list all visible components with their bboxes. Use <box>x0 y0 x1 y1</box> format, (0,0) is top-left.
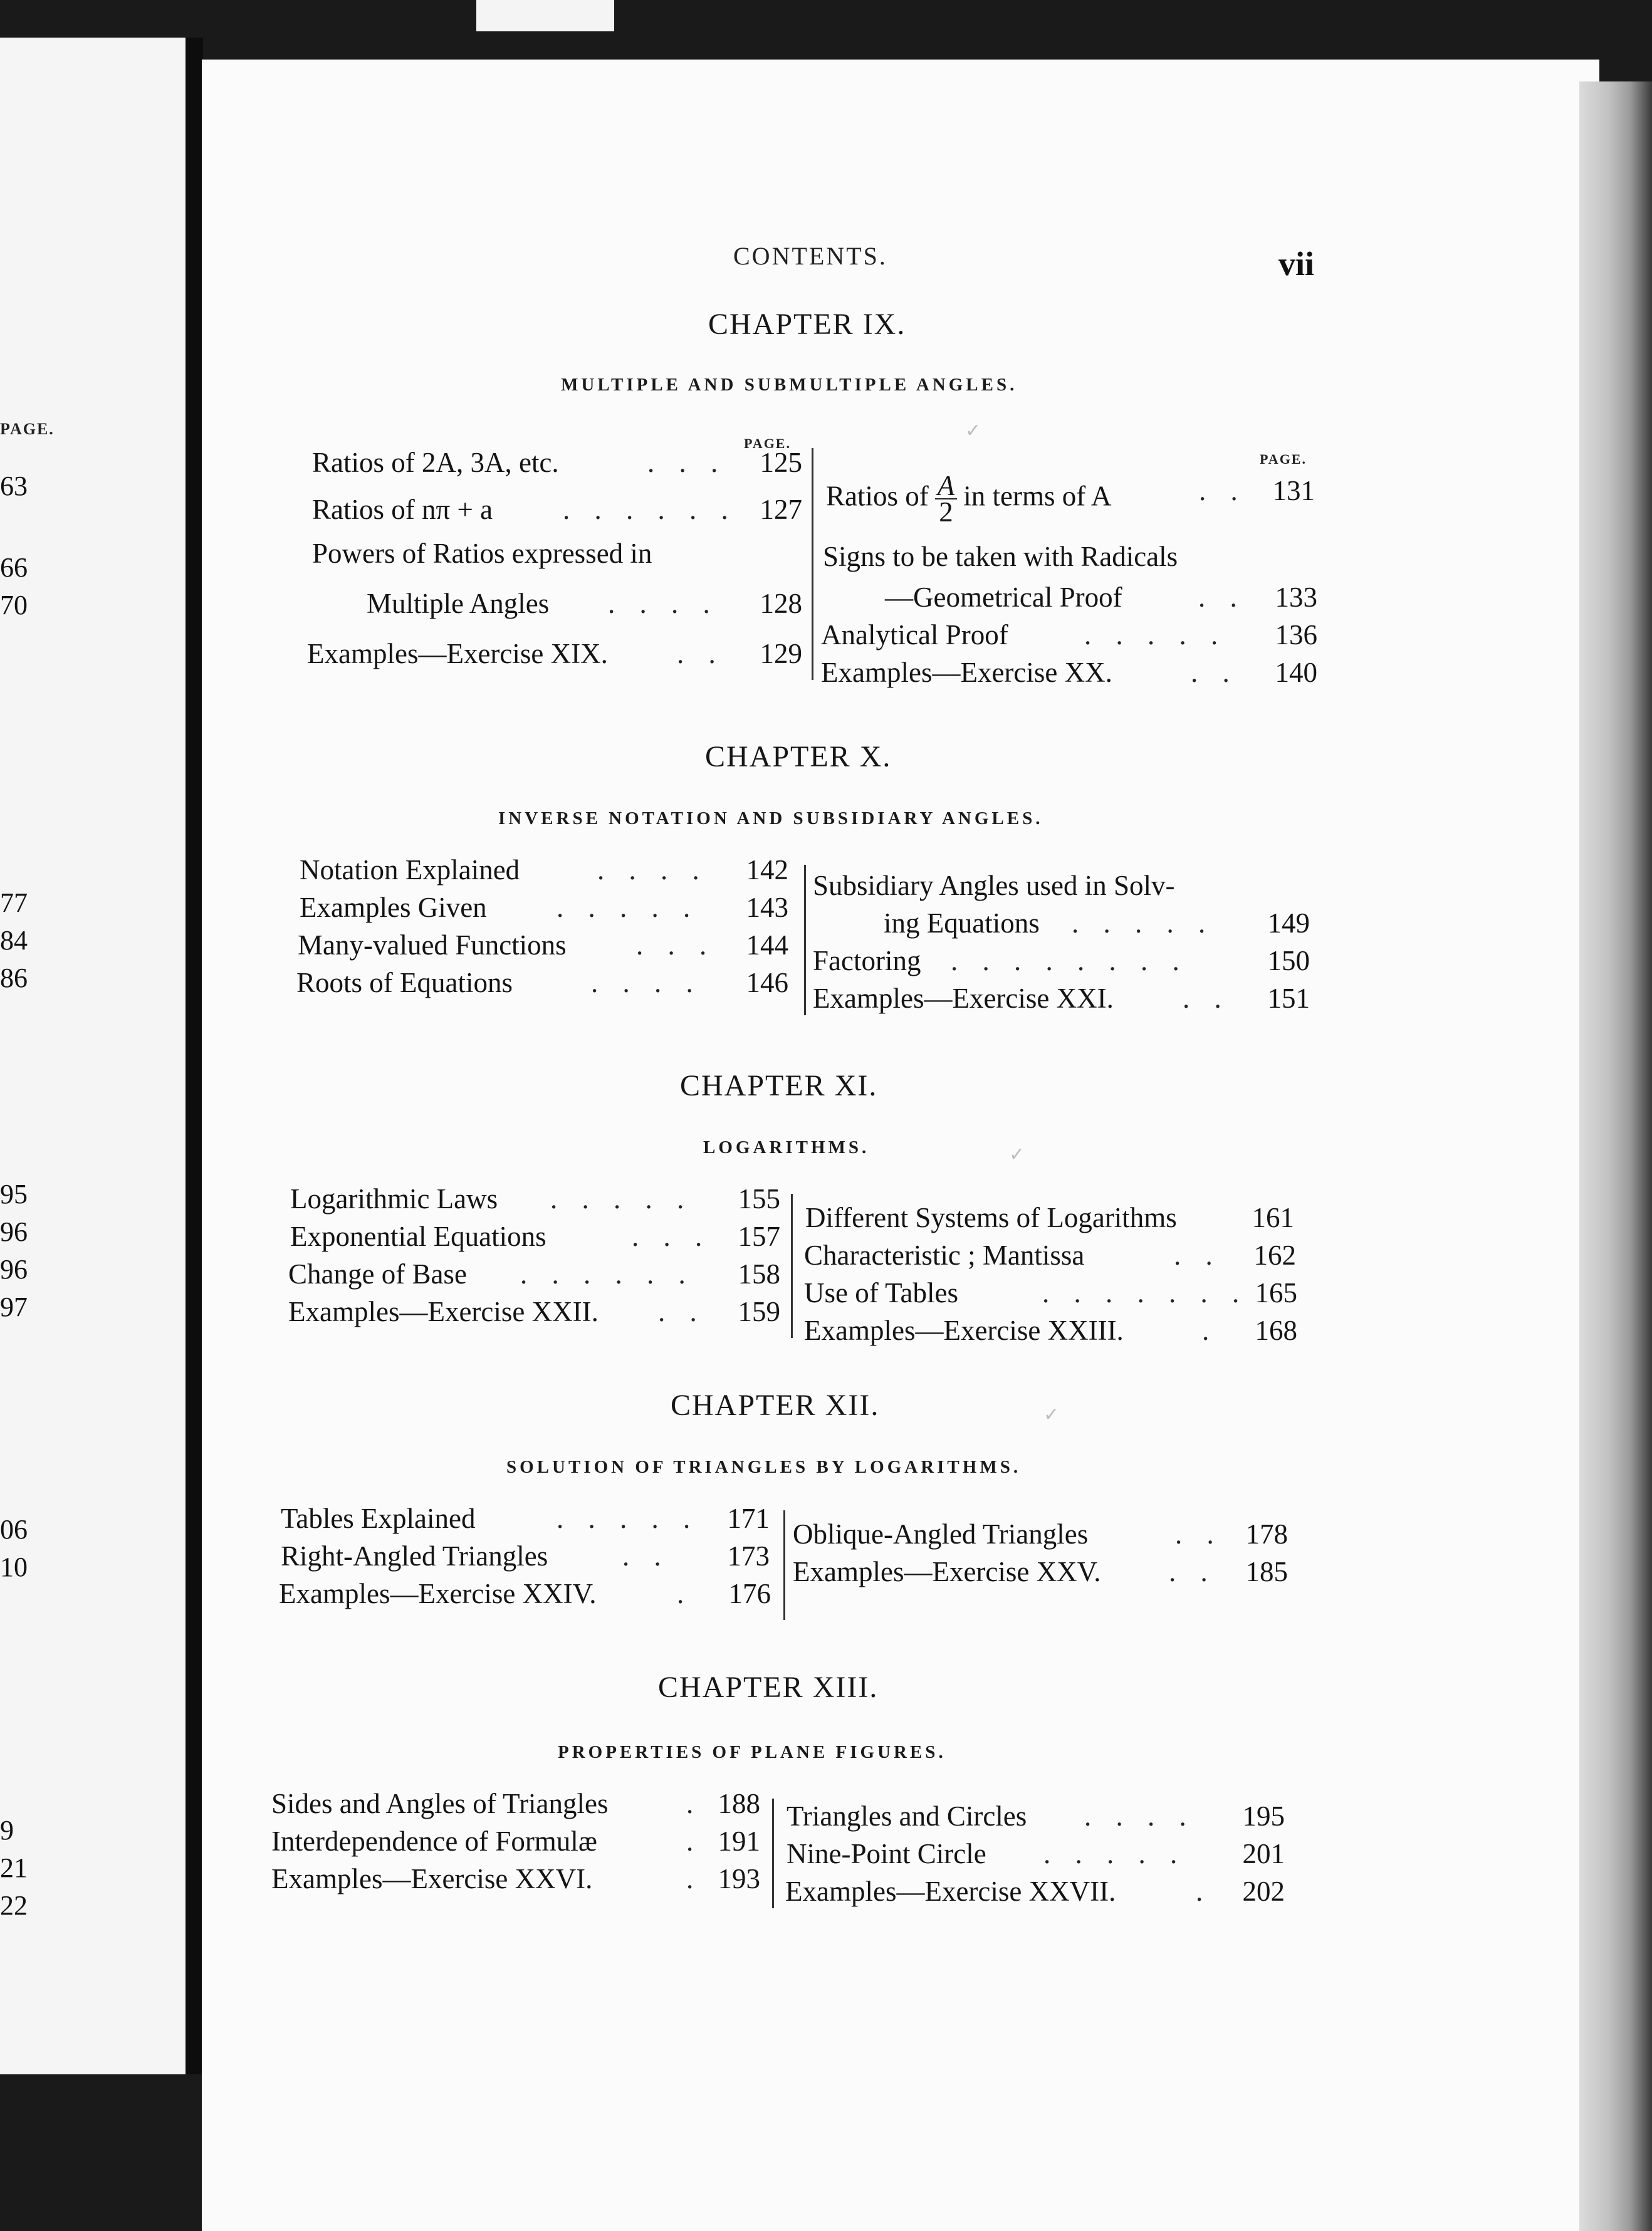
pencil-check-mark: ✓ <box>1043 1404 1060 1426</box>
chapter-title: CHAPTER XI. <box>680 1069 878 1102</box>
toc-entry-title: Ratios of 2A, 3A, etc. <box>312 447 559 478</box>
toc-entry <box>312 536 652 571</box>
toc-entry-title: Examples—Exercise XIX. <box>307 638 608 669</box>
toc-entry: —Geometrical Proof . . 133 <box>885 580 1122 615</box>
toc-entry: Multiple Angles . . . . 128 <box>367 586 549 621</box>
toc-entry: Examples Given . . . . . 143 <box>300 890 487 925</box>
toc-entry-title: Right-Angled Triangles <box>281 1540 548 1572</box>
toc-entry-title: Analytical Proof <box>821 619 1008 650</box>
toc-entry-title: ing Equations <box>884 907 1040 939</box>
facing-page-number: 06 <box>0 1514 28 1545</box>
toc-entry-page: 161 <box>1252 1202 1294 1233</box>
toc-entry-page: 178 <box>1245 1518 1288 1550</box>
facing-page-number: 95 <box>0 1179 28 1210</box>
column-divider <box>772 1799 774 1908</box>
facing-page-number: 63 <box>0 471 28 501</box>
chapter-title: CHAPTER X. <box>705 740 892 773</box>
toc-entry: Factoring . . . . . . . . 150 <box>813 943 921 978</box>
fraction-a-over-2 <box>935 470 958 528</box>
chapter-subtitle: MULTIPLE AND SUBMULTIPLE ANGLES. <box>561 375 1018 395</box>
toc-entry-title: Ratios of nπ + a <box>312 494 493 525</box>
toc-entry-page: 165 <box>1255 1277 1297 1309</box>
toc-entry-title: Examples—Exercise XXII. <box>288 1296 599 1327</box>
toc-entry: Nine-Point Circle . . . . . 201 <box>787 1836 986 1871</box>
facing-page-number: 96 <box>0 1216 28 1247</box>
toc-entry-page: 131 <box>1272 475 1315 506</box>
toc-entry-title: Examples—Exercise XXV. <box>793 1556 1101 1587</box>
toc-entry-page: 150 <box>1267 945 1310 976</box>
toc-entry: Interdependence of Formulæ . 191 <box>271 1824 597 1859</box>
toc-entry-title: Oblique-Angled Triangles <box>793 1518 1089 1550</box>
chapter-subtitle: SOLUTION OF TRIANGLES BY LOGARITHMS. <box>506 1457 1022 1477</box>
toc-entry-page: 159 <box>738 1296 780 1327</box>
toc-entry-page: 142 <box>746 854 788 886</box>
toc-entry-page: 188 <box>718 1788 760 1819</box>
fraction-denominator: 2 <box>939 496 953 528</box>
toc-entry: Examples—Exercise XXIV. . 176 <box>279 1576 597 1611</box>
toc-entry-page: 144 <box>746 929 788 961</box>
toc-entry-page: 202 <box>1242 1876 1285 1907</box>
toc-entry: Characteristic ; Mantissa . . 162 <box>804 1238 1084 1273</box>
toc-entry-title: Examples—Exercise XXIV. <box>279 1578 597 1609</box>
facing-page-number: 97 <box>0 1292 28 1322</box>
toc-entry: Examples—Exercise XXII. . . 159 <box>288 1294 599 1329</box>
toc-entry: Exponential Equations . . . 157 <box>290 1219 546 1254</box>
page-fragment-top <box>476 0 614 31</box>
toc-entry-title: Examples—Exercise XXVII. <box>785 1876 1116 1907</box>
toc-entry-page: 136 <box>1275 619 1317 650</box>
toc-entry-title: Factoring <box>813 945 921 976</box>
toc-entry-page: 155 <box>738 1183 780 1215</box>
toc-entry <box>813 868 1175 903</box>
toc-entry-page: 133 <box>1275 582 1317 613</box>
toc-entry-title: Many-valued Functions <box>298 929 567 961</box>
toc-entry-page: 176 <box>728 1578 771 1609</box>
toc-entry: Examples—Exercise XXIII. . 168 <box>804 1313 1124 1348</box>
toc-entry-title: Change of Base <box>288 1258 467 1290</box>
toc-entry-title: Notation Explained <box>300 854 520 886</box>
facing-page-number: 66 <box>0 552 28 583</box>
toc-entry-title: Examples—Exercise XX. <box>821 657 1112 688</box>
toc-entry-page: 146 <box>746 967 788 998</box>
toc-entry-title: Subsidiary Angles used in Solv- <box>813 870 1175 901</box>
book-gutter <box>186 38 203 2074</box>
toc-entry-title: Examples—Exercise XXVI. <box>271 1863 593 1894</box>
toc-entry-page: 157 <box>738 1221 780 1252</box>
running-title: CONTENTS. <box>733 242 887 270</box>
toc-entry: ing Equations . . . . . 149 <box>884 906 1040 941</box>
toc-entry-title: Triangles and Circles <box>787 1800 1027 1832</box>
chapter-subtitle: PROPERTIES OF PLANE FIGURES. <box>558 1742 946 1762</box>
toc-entry-title: Sides and Angles of Triangles <box>271 1788 609 1819</box>
toc-entry-page: 193 <box>718 1863 760 1894</box>
toc-entry-title: Exponential Equations <box>290 1221 546 1252</box>
toc-entry-title: —Geometrical Proof <box>885 582 1122 613</box>
facing-page-number: 84 <box>0 925 28 956</box>
toc-entry-page: 125 <box>760 447 802 478</box>
toc-entry: Use of Tables . . . . . . . 165 <box>804 1275 958 1310</box>
toc-entry: Notation Explained . . . . 142 <box>300 852 520 887</box>
toc-entry-page: 143 <box>746 892 788 923</box>
toc-entry-page: 158 <box>738 1258 780 1290</box>
toc-entry: Right-Angled Triangles . . 173 <box>281 1539 548 1574</box>
column-divider <box>783 1510 785 1620</box>
page-number: vii <box>1278 245 1315 283</box>
toc-entry: Examples—Exercise XXI. . . 151 <box>813 981 1114 1016</box>
toc-entry: Examples—Exercise XXVI. . 193 <box>271 1861 592 1896</box>
toc-entry-page: 201 <box>1242 1838 1285 1869</box>
toc-entry-page: 140 <box>1275 657 1317 688</box>
toc-entry: Examples—Exercise XXVII. . 202 <box>785 1874 1116 1909</box>
toc-entry-page: 151 <box>1267 983 1310 1014</box>
chapter-subtitle: LOGARITHMS. <box>703 1137 870 1157</box>
pencil-check-mark: ✓ <box>965 420 981 442</box>
facing-page-number: 10 <box>0 1552 28 1582</box>
toc-entry-title: Examples—Exercise XXI. <box>813 983 1114 1014</box>
toc-entry: Logarithmic Laws . . . . . 155 <box>290 1181 498 1216</box>
facing-page-number: 9 <box>0 1815 14 1846</box>
toc-entry: Examples—Exercise XX. . . 140 <box>821 655 1112 690</box>
toc-entry-title: Logarithmic Laws <box>290 1183 498 1215</box>
toc-entry <box>823 539 1178 574</box>
toc-entry-title: Multiple Angles <box>367 588 550 619</box>
facing-page-number: 77 <box>0 887 28 918</box>
toc-entry-title: Powers of Ratios expressed in <box>312 538 652 569</box>
column-divider <box>804 865 806 1015</box>
toc-entry-title: Roots of Equations <box>296 967 513 998</box>
toc-entry-page: 168 <box>1255 1315 1297 1346</box>
pencil-check-mark: ✓ <box>1009 1144 1025 1166</box>
toc-entry: Ratios of nπ + a . . . . . . 127 <box>312 492 493 527</box>
toc-entry: Examples—Exercise XIX. . . 129 <box>307 636 608 671</box>
toc-entry: Tables Explained . . . . . 171 <box>281 1501 476 1536</box>
facing-page-label: PAGE. <box>0 420 55 438</box>
facing-page-number: 22 <box>0 1890 28 1921</box>
toc-entry-title: Examples—Exercise XXIII. <box>804 1315 1124 1346</box>
page-stack-edge <box>1579 81 1652 2231</box>
fraction-numerator: A <box>935 473 958 499</box>
toc-entry-page: 162 <box>1253 1240 1296 1271</box>
facing-page-number: 86 <box>0 963 28 993</box>
toc-entry-title-prefix: Ratios of <box>826 480 929 512</box>
column-divider <box>812 448 813 680</box>
toc-entry: Many-valued Functions . . . 144 <box>298 927 567 963</box>
toc-entry-page: 195 <box>1242 1800 1285 1832</box>
column-divider <box>791 1194 793 1338</box>
facing-page-number: 70 <box>0 590 28 620</box>
chapter-subtitle: INVERSE NOTATION AND SUBSIDIARY ANGLES. <box>498 808 1043 828</box>
toc-entry-page: 191 <box>718 1826 760 1857</box>
toc-entry-title: Different Systems of Logarithms <box>805 1202 1177 1233</box>
facing-page-number: 21 <box>0 1852 28 1883</box>
toc-entry: Triangles and Circles . . . . 195 <box>787 1799 1027 1834</box>
chapter-title: CHAPTER IX. <box>708 308 906 341</box>
toc-entry-title: Examples Given <box>300 892 487 923</box>
page-column-label: PAGE. <box>1260 451 1307 467</box>
toc-entry: Sides and Angles of Triangles . 188 <box>271 1786 609 1821</box>
facing-page-number: 96 <box>0 1254 28 1285</box>
toc-entry: Change of Base . . . . . . 158 <box>288 1257 467 1292</box>
toc-entry: Roots of Equations . . . . 146 <box>296 965 513 1000</box>
toc-entry: Ratios of $\frac{A}{2}$ in terms of A . . 131 <box>826 470 1315 528</box>
toc-entry: Oblique-Angled Triangles . . 178 <box>793 1517 1088 1552</box>
toc-entry-page: 127 <box>760 494 802 525</box>
toc-entry-title: Use of Tables <box>804 1277 958 1309</box>
toc-entry-page: 128 <box>760 588 802 619</box>
toc-entry-title: Nine-Point Circle <box>787 1838 986 1869</box>
toc-entry: Examples—Exercise XXV. . . 185 <box>793 1554 1101 1589</box>
toc-entry-title-suffix: in terms of A <box>963 480 1112 512</box>
chapter-title: CHAPTER XII. <box>671 1389 880 1422</box>
toc-entry-page: 185 <box>1245 1556 1288 1587</box>
toc-entry-page: 173 <box>727 1540 770 1572</box>
toc-entry-title: Interdependence of Formulæ <box>271 1826 597 1857</box>
toc-entry-page: 149 <box>1267 907 1310 939</box>
page-column-label: PAGE. <box>744 436 791 451</box>
toc-entry-title: Characteristic ; Mantissa <box>804 1240 1085 1271</box>
toc-entry <box>805 1200 1294 1235</box>
toc-entry: Ratios of 2A, 3A, etc. . . . 125 <box>312 445 559 480</box>
toc-entry: Analytical Proof . . . . . 136 <box>821 617 1008 652</box>
chapter-title: CHAPTER XIII. <box>658 1671 879 1704</box>
toc-entry-page: 129 <box>760 638 802 669</box>
toc-entry-title: Tables Explained <box>281 1503 476 1534</box>
facing-page-edge <box>0 38 191 2074</box>
toc-entry-title: Signs to be taken with Radicals <box>823 541 1178 572</box>
toc-entry-page: 171 <box>727 1503 770 1534</box>
